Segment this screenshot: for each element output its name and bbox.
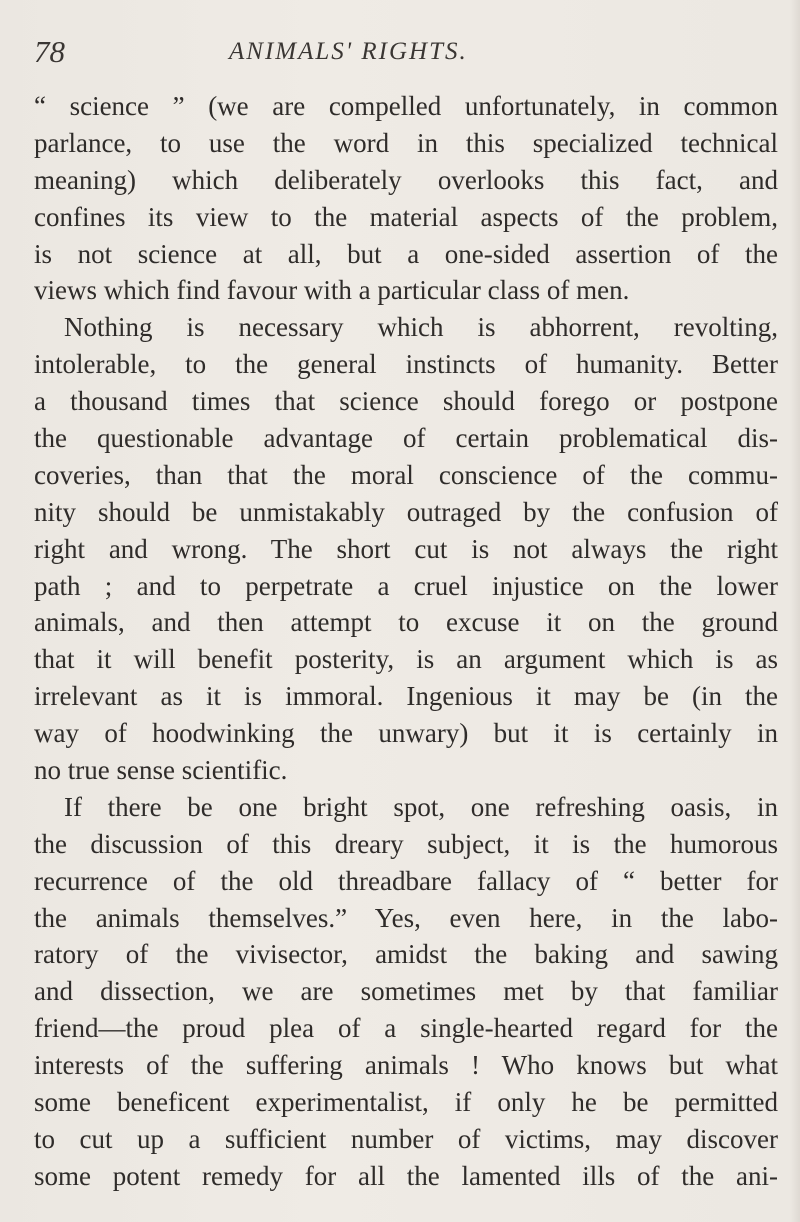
text-line: some potent remedy for all the lamented ills of the ani- (34, 1160, 778, 1191)
page-number: 78 (34, 34, 65, 69)
page-edge-shadow (790, 0, 800, 1222)
text-line: friend—the proud plea of a single-hearted regard for the (34, 1013, 778, 1044)
text-line: confines its view to the material aspects of the problem, (34, 201, 778, 232)
text-line: meaning) which deliberately overlooks this fact, and (34, 164, 778, 195)
text-line: way of hoodwinking the unwary) but it is certainly in (34, 718, 778, 749)
text-line: If there be one bright spot, one refreshing oasis, in (64, 791, 778, 822)
text-line: nity should be unmistakably outraged by the confusion of (34, 496, 778, 527)
text-line: path ; and to perpetrate a cruel injustice on the lower (34, 570, 778, 601)
text-line: to cut up a sufficient number of victims, may discover (34, 1123, 778, 1154)
body-text (34, 88, 778, 1195)
text-line: views which find favour with a particular class of men. (34, 275, 630, 306)
running-head: ANIMALS' RIGHTS. (229, 38, 468, 65)
text-line: irrelevant as it is immoral. Ingenious it may be (in the (34, 681, 778, 712)
text-line: some beneficent experimentalist, if only he be permitted (34, 1087, 778, 1118)
text-line: is not science at all, but a one-sided assertion of the (34, 238, 778, 269)
text-line: recurrence of the old threadbare fallacy of “ better for (34, 865, 778, 896)
text-line: ratory of the vivisector, amidst the baking and sawing (34, 939, 778, 970)
page-header (34, 34, 774, 74)
text-line: and dissection, we are sometimes met by that familiar (34, 976, 778, 1007)
text-line: right and wrong. The short cut is not always the right (34, 533, 778, 564)
text-line: the discussion of this dreary subject, it is the humorous (34, 828, 778, 859)
text-line: intolerable, to the general instincts of humanity. Better (34, 349, 778, 380)
text-line: interests of the suffering animals ! Who knows but what (34, 1050, 778, 1081)
text-line: the animals themselves.” Yes, even here, in the labo- (34, 902, 778, 933)
text-line: “ science ” (we are compelled unfortunately, in common (34, 91, 778, 121)
text-line: a thousand times that science should forego or postpone (34, 386, 778, 417)
text-line: coveries, than that the moral conscience of the commu- (34, 459, 778, 490)
text-line: no true sense scientific. (34, 755, 288, 786)
text-line: that it will benefit posterity, is an argument which is as (34, 644, 778, 675)
text-line: Nothing is necessary which is abhorrent, revolting, (64, 312, 778, 343)
text-line: animals, and then attempt to excuse it on the ground (34, 607, 778, 638)
text-line: the questionable advantage of certain problematical dis- (34, 423, 778, 454)
text-line: parlance, to use the word in this specialized technical (34, 127, 778, 158)
